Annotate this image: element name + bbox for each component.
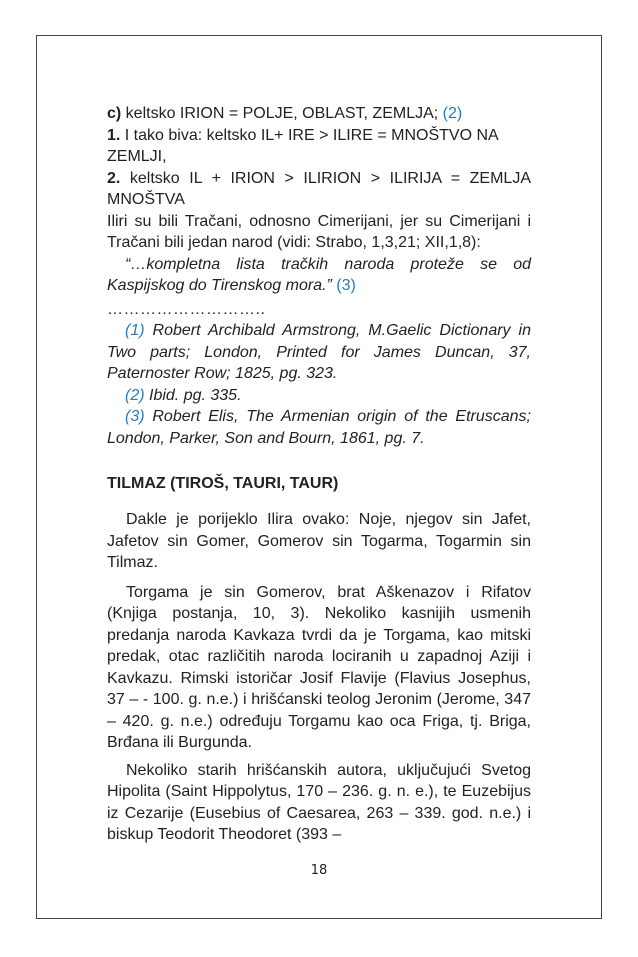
line-1-text: I tako biva: keltsko IL+ IRE > ILIRE = MNOŠTVO NA ZEMLJI, (107, 126, 498, 165)
footnote-1 (107, 320, 531, 385)
strabo-quote (107, 254, 531, 297)
footnote-3-ref: (3) (125, 408, 145, 425)
etymology-line-1 (107, 125, 531, 168)
line-1-label: 1. (107, 126, 121, 144)
quote-text: “…kompletna lista tračkih naroda proteže se od Kaspijskog do Tirenskog mora.” (107, 255, 531, 294)
line-c-label: c) (107, 105, 122, 122)
footnote-ref-3[interactable]: (3) (331, 277, 356, 294)
section-paragraph-3: Nekoliko starih hrišćanskih autora, uključujući Svetog Hipolita (Saint Hippolytus, 170 – 236. g. n. e.), te Euzebijus iz Cezarije (Eusebius of Caesarea, 263 – 339. god. n.e.) i biskup Teodorit Theodoret (393 – (107, 761, 531, 843)
line-c-text: keltsko IRION = POLJE, OBLAST, ZEMLJA; (121, 105, 443, 122)
footnote-1-text: Robert Archibald Armstrong, M.Gaelic Dictionary in Two parts; London, Printed for James Duncan, 37, Paternoster Row; 1825, pg. 323. (107, 322, 531, 382)
etymology-line-c (107, 103, 531, 125)
line-2-label: 2. (107, 169, 121, 187)
section-paragraph-1: Dakle je porijeklo Ilira ovako: Noje, njegov sin Jafet, Jafetov sin Gomer, Gomerov sin Togarma, Togarmin sin Tilmaz. (107, 511, 531, 571)
footnote-ref-2[interactable]: (2) (442, 105, 463, 122)
footnote-3 (107, 406, 531, 449)
footnote-2 (107, 385, 531, 407)
separator-dots: ……………………….. (107, 300, 266, 318)
page-number: 18 (310, 863, 328, 878)
section-heading: TILMAZ (TIROŠ, TAURI, TAUR) (107, 475, 339, 492)
section-paragraph-2: Torgama je sin Gomerov, brat Aškenazov i Rifatov (Knjiga postanja, 10, 3). Nekoliko kasnijih usmenih predanja naroda Kavkaza tvrdi da je Torgama, kao mitski predak, otac različitih naroda lociranih u zapadnoj Aziji i Kavkazu. Rimski istoričar Josif Flavije (Flavius Josephus, 37 – - 100. g. n.e.) i hrišćanski teolog Jeronim (Jerome, 347 – 420. g. n.e.) određuju Torgamu kao oca Friga, tj. Briga, Brđana ili Burgunda. (107, 583, 531, 751)
etymology-line-2 (107, 168, 531, 211)
line-2-text: keltsko IL + IRION > ILIRION > ILIRIJA = ZEMLJA MNOŠTVA (107, 169, 531, 208)
page-content (107, 103, 531, 846)
footnote-2-text: Ibid. pg. 335. (144, 386, 242, 404)
intro-paragraph: Iliri su bili Tračani, odnosno Cimerijani, jer su Cimerijani i Tračani bili jedan narod (vidi: Strabo, 1,3,21; XII,1,8): (107, 212, 531, 251)
footnote-3-text: Robert Elis, The Armenian origin of the Etruscans; London, Parker, Son and Bourn, 1861, pg. 7. (107, 408, 531, 447)
footnote-2-ref: (2) (125, 386, 145, 404)
footnote-1-ref: (1) (125, 322, 145, 339)
